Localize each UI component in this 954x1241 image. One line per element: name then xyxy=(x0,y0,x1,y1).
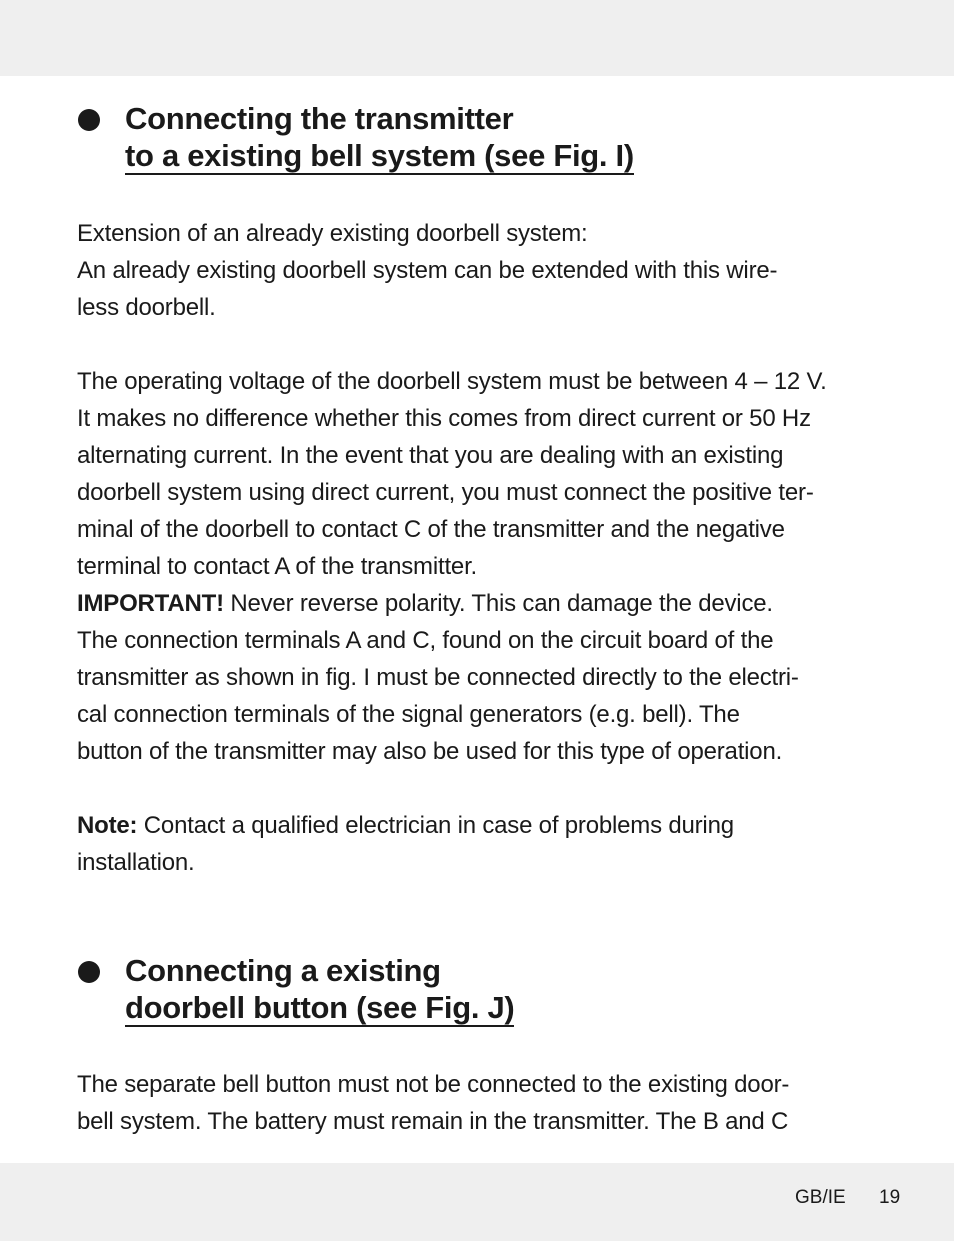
text-line: alternating current. In the event that you are dealing with an existing xyxy=(77,442,784,469)
text-line: minal of the doorbell to contact C of the transmitter and the negative xyxy=(77,516,785,543)
footer-region: GB/IE xyxy=(795,1187,846,1208)
heading-line-2: to a existing bell system (see Fig. I) xyxy=(125,138,634,173)
note-text: Contact a qualified electrician in case of problems during xyxy=(137,812,734,839)
heading-text xyxy=(125,952,514,1027)
heading-line-2: doorbell button (see Fig. J) xyxy=(125,990,515,1025)
text-line: Extension of an already existing doorbell system: xyxy=(77,220,588,247)
header-band xyxy=(0,0,954,76)
bullet-dot-icon xyxy=(78,961,100,983)
text-line: The operating voltage of the doorbell system must be between 4 – 12 V. xyxy=(77,368,827,395)
text-line: button of the transmitter may also be used for this type of operation. xyxy=(77,738,783,765)
important-line xyxy=(77,585,887,622)
paragraph-note xyxy=(77,807,887,881)
important-text: Never reverse polarity. This can damage the device. xyxy=(223,590,773,617)
text-line: bell system. The battery must remain in the transmitter. The B and C xyxy=(77,1108,789,1135)
bullet-dot-icon xyxy=(78,109,100,131)
text-line: terminal to contact A of the transmitter. xyxy=(77,553,477,580)
paragraph-voltage xyxy=(77,363,887,770)
text-line: doorbell system using direct current, you must connect the positive ter- xyxy=(77,479,814,506)
heading-text xyxy=(125,100,634,175)
note-line xyxy=(77,807,887,844)
text-line: An already existing doorbell system can be extended with this wire- xyxy=(77,257,778,284)
text-line: installation. xyxy=(77,849,195,876)
heading-line-1: Connecting a existing xyxy=(125,953,441,988)
section-heading-doorbell-button xyxy=(78,952,878,1036)
text-line: transmitter as shown in fig. I must be connected directly to the electri- xyxy=(77,664,799,691)
page-number: 19 xyxy=(879,1187,901,1208)
text-line: The separate bell button must not be connected to the existing door- xyxy=(77,1071,790,1098)
note-label: Note: xyxy=(77,812,138,839)
paragraph-separate-button xyxy=(77,1066,887,1140)
paragraph-extension xyxy=(77,215,887,326)
heading-line-1: Connecting the transmitter xyxy=(125,101,514,136)
text-line: The connection terminals A and C, found on the circuit board of the xyxy=(77,627,774,654)
text-line: less doorbell. xyxy=(77,294,216,321)
section-heading-transmitter xyxy=(78,100,878,184)
text-line: It makes no difference whether this comes from direct current or 50 Hz xyxy=(77,405,811,432)
text-line: cal connection terminals of the signal generators (e.g. bell). The xyxy=(77,701,740,728)
important-label: IMPORTANT! xyxy=(77,590,224,617)
